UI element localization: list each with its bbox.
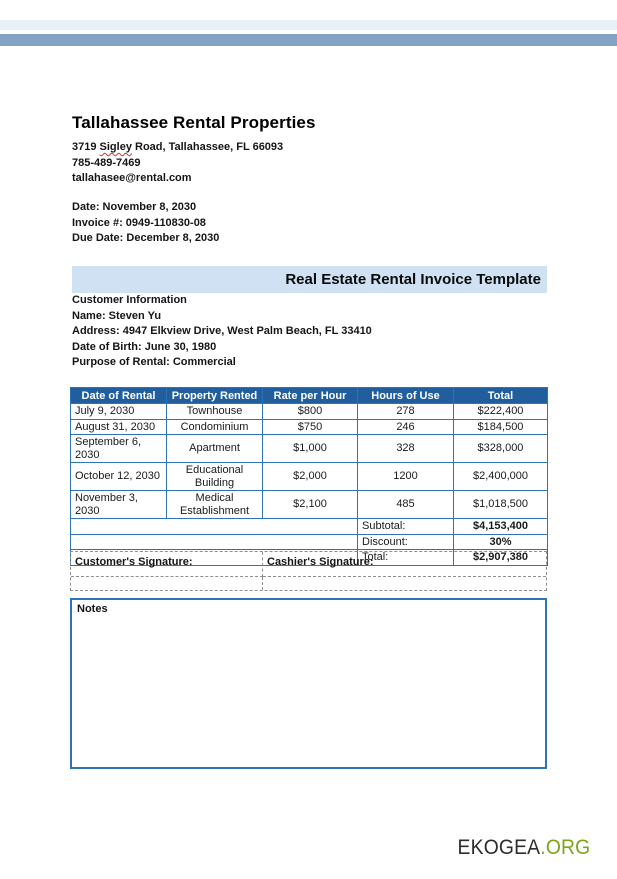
table-row — [71, 491, 548, 519]
table-row — [71, 419, 548, 435]
cell-date: August 31, 2030 — [71, 419, 167, 435]
header-rate-per-hour: Rate per Hour — [263, 388, 358, 404]
cell-total: $2,400,000 — [454, 463, 548, 491]
invoice-number: Invoice #: 0949-110830-08 — [72, 216, 206, 229]
footer-logo — [457, 836, 590, 860]
cell-rate: $750 — [263, 419, 358, 435]
subtotal-row — [71, 519, 548, 535]
cell-hours: 328 — [358, 435, 454, 463]
table-row — [71, 404, 548, 420]
logo-suffix-text: .ORG — [539, 836, 590, 859]
header-date-of-rental: Date of Rental — [71, 388, 167, 404]
top-accent-stripe-light — [0, 20, 617, 30]
cell-date: October 12, 2030 — [71, 463, 167, 491]
cell-hours: 246 — [358, 419, 454, 435]
cell-date: September 6, 2030 — [71, 435, 167, 463]
discount-row — [71, 534, 548, 550]
invoice-title-bar — [72, 266, 547, 293]
invoice-date: Date: November 8, 2030 — [72, 201, 197, 213]
subtotal-value: $4,153,400 — [454, 519, 548, 535]
cell-total: $328,000 — [454, 435, 548, 463]
header-property-rented: Property Rented — [167, 388, 263, 404]
cell-rate: $2,100 — [263, 491, 358, 519]
invoice-due-date: Due Date: December 8, 2030 — [72, 232, 220, 244]
cashier-signature-field[interactable] — [263, 577, 546, 590]
cell-total: $1,018,500 — [454, 491, 548, 519]
discount-value: 30% — [454, 534, 548, 550]
invoice-meta — [72, 200, 219, 247]
company-address-post: Road, Tallahassee, FL 66093 — [131, 141, 284, 153]
customer-purpose: Purpose of Rental: Commercial — [72, 356, 236, 368]
company-address-pre: 3719 — [72, 141, 100, 153]
cell-rate: $2,000 — [263, 463, 358, 491]
table-header-row — [71, 388, 548, 404]
top-accent-stripe-dark — [0, 34, 617, 46]
total-label: Total: — [358, 550, 454, 566]
cashier-signature-label: Cashier's Signature: — [263, 552, 546, 577]
summary-spacer-cell — [71, 534, 358, 550]
table-row — [71, 463, 548, 491]
customer-info-heading: Customer Information — [72, 294, 187, 306]
customer-dob: Date of Birth: June 30, 1980 — [72, 340, 217, 353]
total-value: $2,907,380 — [454, 550, 548, 566]
customer-address: Address: 4947 Elkview Drive, West Palm Beach, FL 33410 — [72, 325, 372, 337]
cell-property: Educational Building — [167, 463, 263, 491]
rental-items-table — [70, 387, 548, 566]
company-phone: 785-489-7469 — [72, 156, 141, 169]
signature-section — [70, 551, 547, 591]
company-header — [72, 113, 316, 187]
discount-label: Discount: — [358, 534, 454, 550]
cell-hours: 1200 — [358, 463, 454, 491]
invoice-title: Real Estate Rental Invoice Template — [285, 271, 541, 288]
customer-name: Name: Steven Yu — [72, 309, 162, 322]
company-name: Tallahassee Rental Properties — [72, 113, 316, 132]
logo-main-text: EKOGEA — [457, 836, 540, 859]
cell-property: Apartment — [167, 435, 263, 463]
cell-rate: $1,000 — [263, 435, 358, 463]
header-hours-of-use: Hours of Use — [358, 388, 454, 404]
customer-signature-label: Customer's Signature: — [71, 552, 263, 577]
customer-signature-field[interactable] — [71, 577, 263, 590]
cell-property: Condominium — [167, 419, 263, 435]
cell-date: November 3, 2030 — [71, 491, 167, 519]
header-total: Total — [454, 388, 548, 404]
notes-area[interactable] — [70, 598, 547, 769]
cell-rate: $800 — [263, 404, 358, 420]
cell-hours: 278 — [358, 404, 454, 420]
misspelled-word: Sigley — [99, 141, 132, 153]
subtotal-label: Subtotal: — [358, 519, 454, 535]
customer-info — [72, 293, 372, 371]
company-email: tallahasee@rental.com — [72, 172, 192, 184]
cell-total: $184,500 — [454, 419, 548, 435]
summary-spacer-cell — [71, 519, 358, 535]
notes-label: Notes — [77, 603, 108, 615]
cell-property: Townhouse — [167, 404, 263, 420]
cell-date: July 9, 2030 — [71, 404, 167, 420]
cell-property: Medical Establishment — [167, 491, 263, 519]
table-row — [71, 435, 548, 463]
company-address — [72, 140, 316, 156]
cell-hours: 485 — [358, 491, 454, 519]
cell-total: $222,400 — [454, 404, 548, 420]
